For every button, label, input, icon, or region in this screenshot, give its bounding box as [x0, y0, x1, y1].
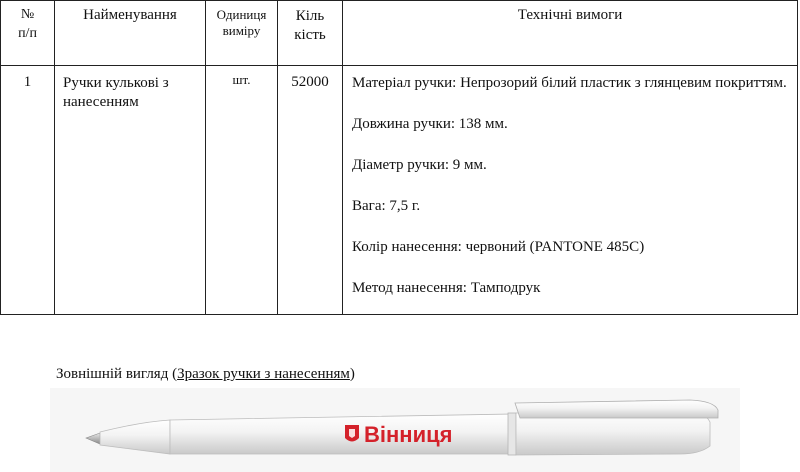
- table-header-row: [1, 1, 798, 66]
- header-quantity-line2: кість: [294, 27, 326, 43]
- header-quantity: [278, 1, 343, 66]
- row-requirements: [343, 66, 798, 315]
- pen-cone: [100, 420, 170, 454]
- pen-clip: [515, 400, 718, 418]
- row-unit: шт.: [206, 66, 278, 315]
- appearance-caption: [56, 366, 355, 383]
- header-quantity-line1: Кіль: [295, 8, 325, 24]
- caption-prefix: Зовнішній вигляд (: [56, 366, 178, 382]
- caption-sample-link[interactable]: Зразок ручки з нанесенням: [177, 366, 350, 382]
- header-unit-line1: Одиниця: [216, 7, 267, 22]
- row-name: Ручки кулькові з нанесенням: [55, 66, 206, 315]
- table-row: [1, 66, 798, 315]
- requirement-print-method: Метод нанесення: Тамподрук: [352, 280, 541, 296]
- header-unit: [206, 1, 278, 66]
- row-number: 1: [1, 66, 55, 315]
- requirement-length: Довжина ручки: 138 мм.: [352, 116, 508, 132]
- header-requirements: Технічні вимоги: [343, 1, 798, 66]
- requirement-material: Матеріал ручки: Непрозорий білий пластик з глянцевим покриттям.: [352, 75, 787, 91]
- requirement-weight: Вага: 7,5 г.: [352, 198, 421, 214]
- header-unit-line2: виміру: [222, 23, 261, 38]
- caption-suffix: ): [349, 366, 355, 382]
- row-quantity: 52000: [278, 66, 343, 315]
- header-name: Найменування: [55, 1, 206, 66]
- requirement-diameter: Діаметр ручки: 9 мм.: [352, 157, 487, 173]
- pen-barrel: [170, 414, 512, 454]
- pen-logo-text: Вінниця: [364, 422, 453, 447]
- city-shield-icon: [345, 425, 359, 442]
- pen-sample-image: [50, 388, 740, 472]
- pen-ring: [508, 413, 516, 455]
- header-number-line2: п/п: [18, 26, 37, 41]
- requirement-print-color: Колір нанесення: червоний (PANTONE 485C): [352, 239, 645, 255]
- pen-illustration: [50, 388, 740, 472]
- pen-tip: [86, 433, 100, 444]
- header-number: [1, 1, 55, 66]
- header-number-line1: №: [20, 7, 35, 22]
